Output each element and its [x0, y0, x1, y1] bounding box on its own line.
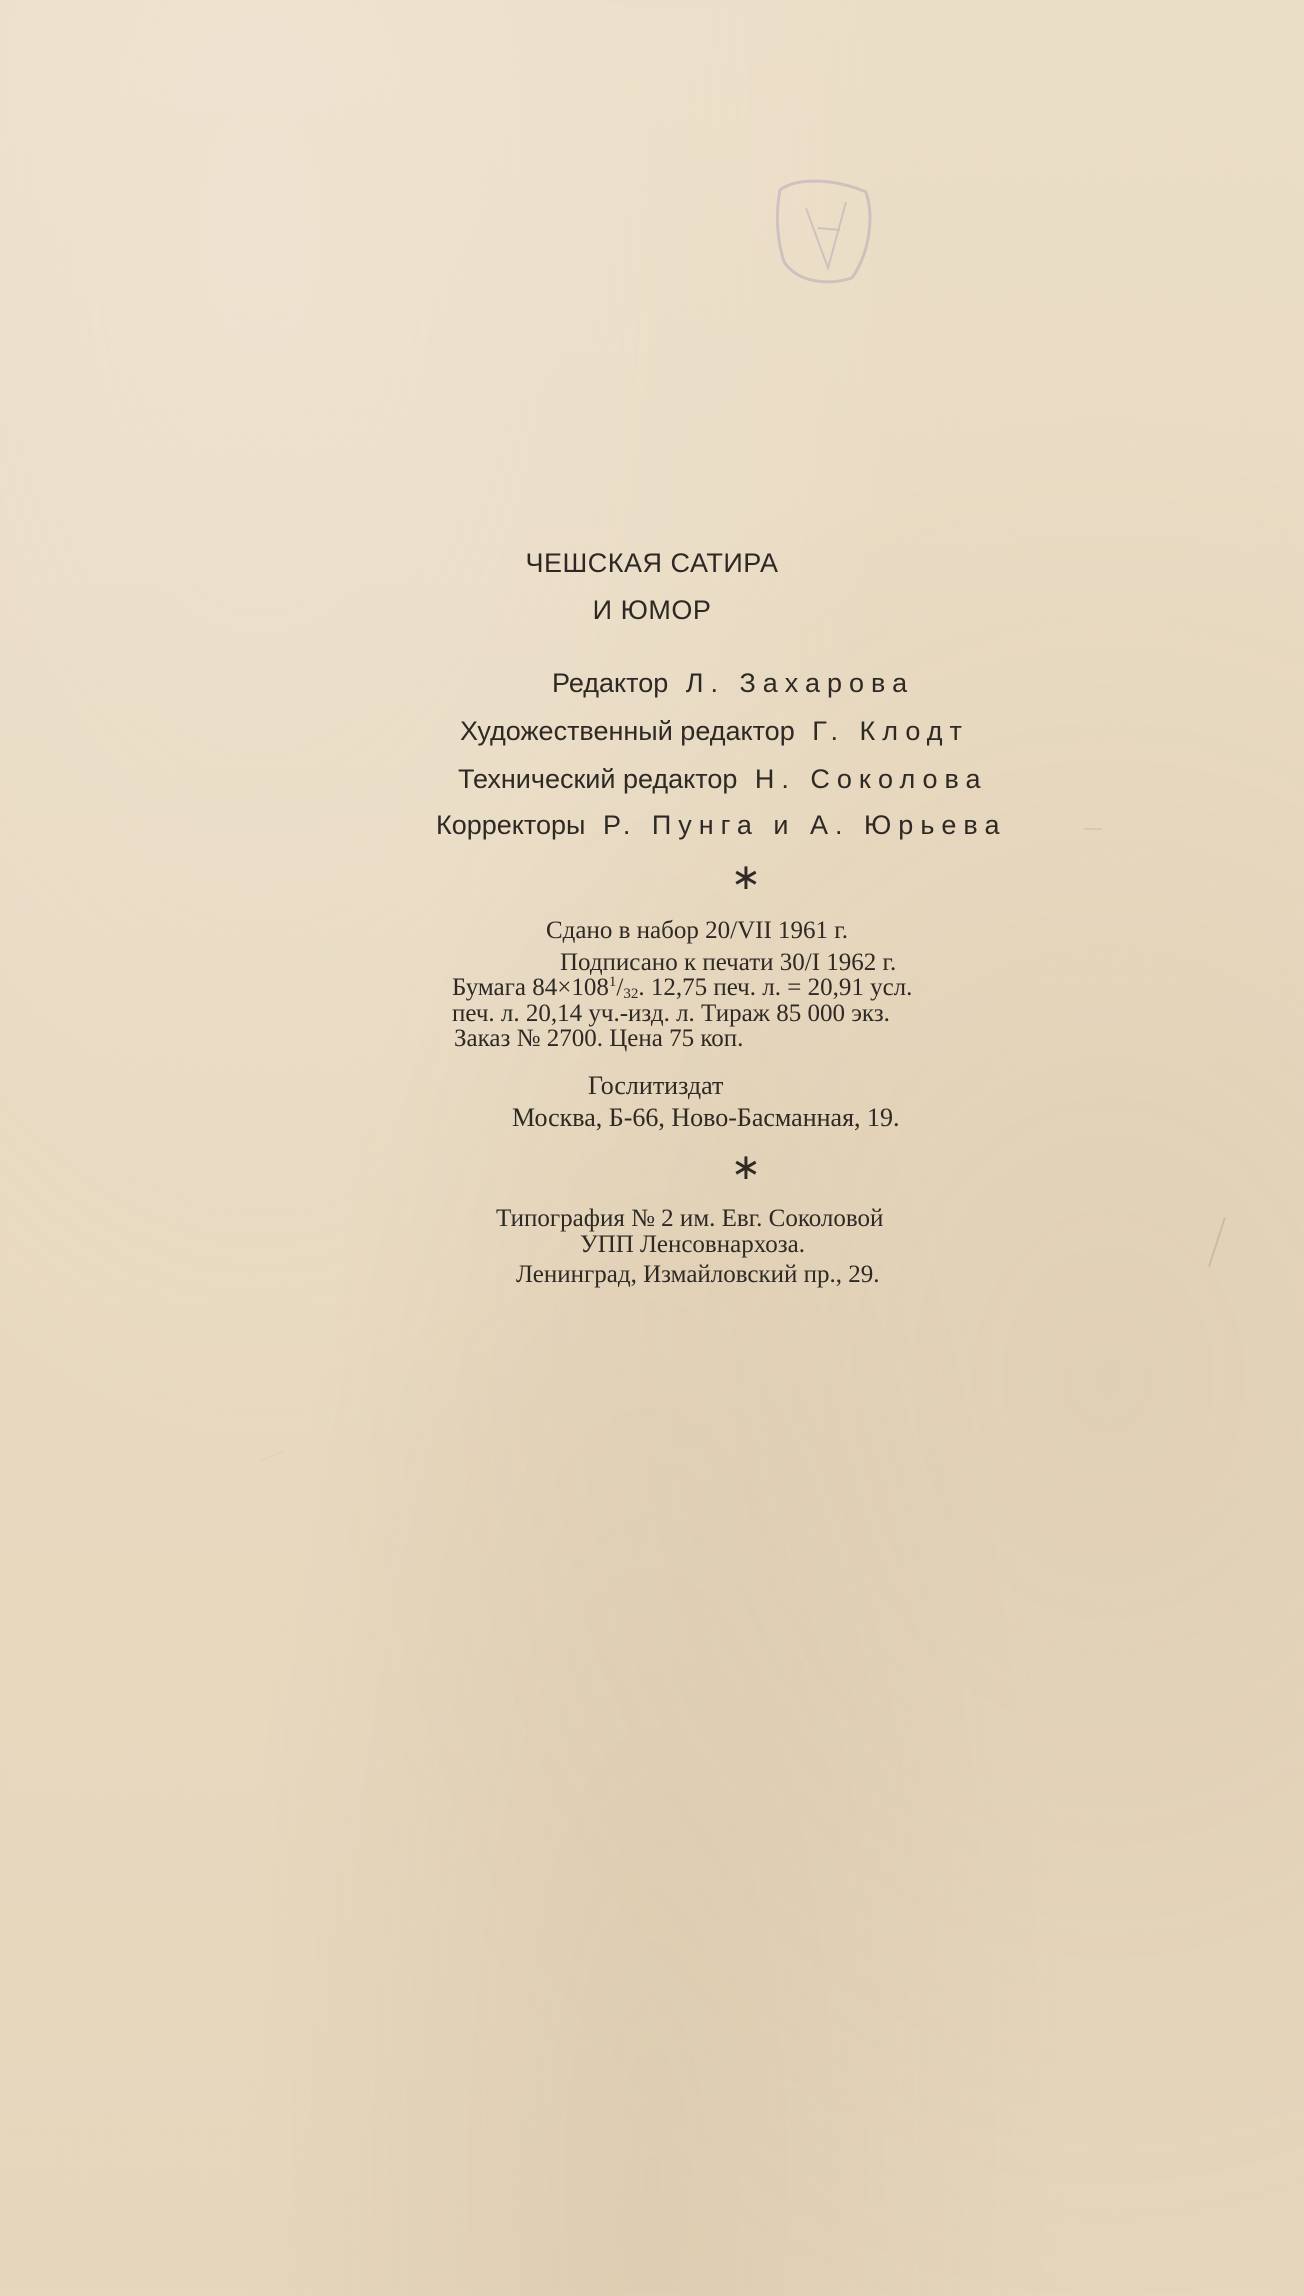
ink-dash — [1084, 828, 1102, 830]
publisher-address: Москва, Б-66, Ново-Басманная, 19. — [512, 1103, 900, 1132]
paper-scratch — [260, 1451, 283, 1461]
paper-fraction-numerator: 1 — [608, 974, 617, 990]
book-title-line-1: ЧЕШСКАЯ САТИРА — [525, 548, 779, 578]
asterisk-separator-icon: ∗ — [730, 1147, 762, 1188]
correctors-label: Корректоры — [436, 810, 586, 840]
printing-house-organization: УПП Ленсовнархоза. — [580, 1231, 805, 1258]
circulation-line: печ. л. 20,14 уч.-изд. л. Тираж 85 000 экз. — [452, 1000, 890, 1027]
print-signed-date: Подписано к печати 30/I 1962 г. — [560, 949, 897, 976]
correctors-credit — [436, 810, 1006, 841]
technical-editor-credit — [458, 764, 988, 795]
art-editor-name: Г. Клодт — [812, 716, 969, 746]
publisher-name: Гослитиздат — [588, 1071, 724, 1100]
paper-fraction-denominator: 32 — [623, 986, 639, 1002]
sheet-count-text: . 12,75 печ. л. = 20,91 усл. — [638, 974, 913, 1001]
pencil-mark — [1208, 1217, 1226, 1267]
order-price-line: Заказ № 2700. Цена 75 коп. — [454, 1025, 744, 1052]
paper-fraction-slash: / — [616, 974, 624, 1001]
paper-format-text: Бумага 84×108 — [452, 974, 609, 1001]
book-title-line-2: И ЮМОР — [592, 595, 712, 625]
printing-house-address: Ленинград, Измайловский пр., 29. — [516, 1261, 880, 1288]
library-stamp-icon — [770, 170, 880, 290]
editor-name: Л. Захарова — [685, 668, 915, 698]
art-editor-label: Художественный редактор — [460, 716, 795, 746]
printing-house-name: Типография № 2 им. Евг. Соколовой — [496, 1205, 884, 1232]
typesetting-date: Сдано в набор 20/VII 1961 г. — [546, 917, 848, 944]
editor-label: Редактор — [552, 668, 669, 698]
paper-format-line — [452, 975, 912, 1002]
technical-editor-name: Н. Соколова — [754, 764, 988, 794]
correctors-name: Р. Пунга и А. Юрьева — [602, 810, 1007, 840]
technical-editor-label: Технический редактор — [458, 764, 738, 794]
asterisk-separator-icon: ∗ — [730, 857, 762, 898]
editor-credit — [552, 668, 914, 699]
art-editor-credit — [460, 716, 969, 747]
